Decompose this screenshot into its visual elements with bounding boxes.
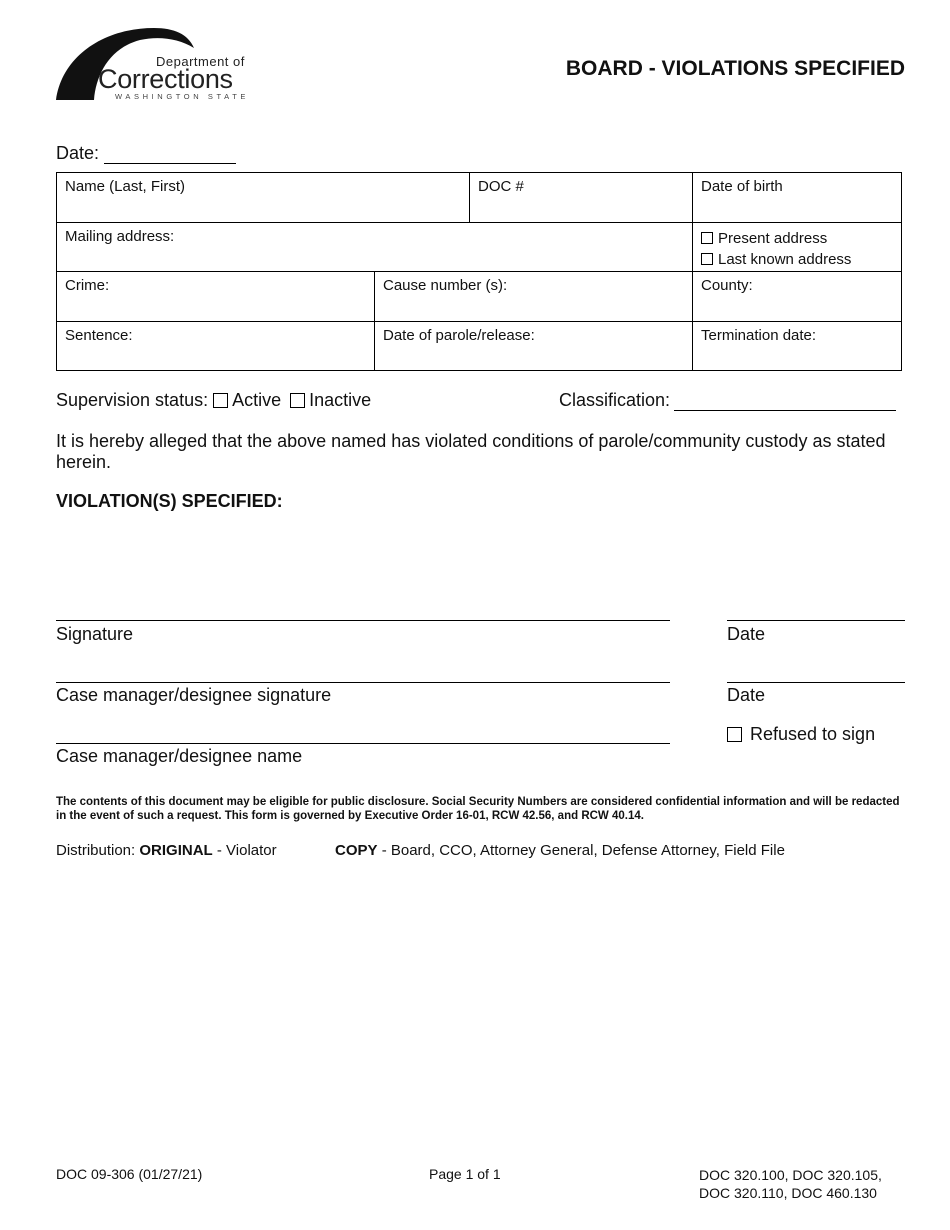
cause-number-label: Cause number (s): xyxy=(383,277,508,294)
sentence-cell[interactable] xyxy=(57,322,375,370)
classification-field[interactable] xyxy=(559,390,896,411)
date-field[interactable] xyxy=(56,143,236,164)
cm-date-label: Date xyxy=(727,685,766,705)
copy-label: COPY xyxy=(335,842,378,859)
name-label: Name (Last, First) xyxy=(65,178,186,195)
termination-date-label: Termination date: xyxy=(701,327,817,344)
cm-name-label: Case manager/designee name xyxy=(56,746,303,766)
crime-label: Crime: xyxy=(65,277,110,294)
doc-logo xyxy=(54,26,249,104)
cm-date-line[interactable] xyxy=(727,682,905,683)
refused-to-sign-option[interactable] xyxy=(727,724,875,745)
signature-line[interactable] xyxy=(56,620,670,621)
parole-date-label: Date of parole/release: xyxy=(383,327,535,344)
mailing-address-cell[interactable] xyxy=(57,223,693,272)
violations-heading: VIOLATION(S) SPECIFIED: xyxy=(56,491,283,511)
mailing-address-label: Mailing address: xyxy=(65,228,175,245)
address-type-cell xyxy=(693,223,901,272)
original-recipient: - Violator xyxy=(216,842,277,859)
supervision-status-label: Supervision status: xyxy=(56,390,209,410)
form-number: DOC 09-306 (01/27/21) xyxy=(56,1166,203,1182)
date-input-line[interactable] xyxy=(104,146,236,164)
active-label: Active xyxy=(232,390,282,410)
signature-date-line[interactable] xyxy=(727,620,905,621)
policy-line-2: DOC 320.110, DOC 460.130 xyxy=(699,1185,877,1201)
cm-name-line[interactable] xyxy=(56,743,670,744)
county-cell[interactable] xyxy=(693,272,901,322)
policy-references xyxy=(699,1166,882,1202)
sentence-label: Sentence: xyxy=(65,327,133,344)
page-number: Page 1 of 1 xyxy=(429,1166,501,1182)
doc-number-cell[interactable] xyxy=(470,173,693,223)
name-cell[interactable] xyxy=(57,173,470,223)
parole-date-cell[interactable] xyxy=(375,322,693,370)
dob-label: Date of birth xyxy=(701,178,783,195)
distribution-original xyxy=(56,842,277,859)
inactive-label: Inactive xyxy=(309,390,372,410)
inactive-checkbox[interactable] xyxy=(290,393,305,408)
classification-label: Classification: xyxy=(559,390,671,410)
refused-to-sign-checkbox[interactable] xyxy=(727,727,742,742)
logo-state-text: WASHINGTON STATE xyxy=(115,92,249,101)
refused-to-sign-label: Refused to sign xyxy=(750,724,876,744)
allegation-statement: It is hereby alleged that the above named has violated conditions of parole/community custody as stated herein. xyxy=(56,431,886,472)
distribution-copy xyxy=(335,842,785,859)
present-address-option[interactable] xyxy=(701,228,893,249)
offender-info-table xyxy=(56,172,902,371)
active-checkbox[interactable] xyxy=(213,393,228,408)
last-known-address-label: Last known address xyxy=(718,251,852,268)
logo-department-text: Department of xyxy=(156,54,245,69)
doc-number-label: DOC # xyxy=(478,178,524,195)
distribution-label: Distribution: xyxy=(56,842,136,859)
crime-cell[interactable] xyxy=(57,272,375,322)
supervision-status xyxy=(56,390,371,411)
policy-line-1: DOC 320.100, DOC 320.105, xyxy=(699,1167,882,1183)
signature-date-label: Date xyxy=(727,624,766,644)
original-label: ORIGINAL xyxy=(139,842,213,859)
cm-signature-line[interactable] xyxy=(56,682,670,683)
dob-cell[interactable] xyxy=(693,173,901,223)
last-known-address-option[interactable] xyxy=(701,249,893,270)
termination-date-cell[interactable] xyxy=(693,322,901,370)
classification-input-line[interactable] xyxy=(674,392,896,411)
cause-number-cell[interactable] xyxy=(375,272,693,322)
cm-signature-label: Case manager/designee signature xyxy=(56,685,332,705)
present-address-label: Present address xyxy=(718,230,828,247)
copy-recipients: - Board, CCO, Attorney General, Defense Attorney, Field File xyxy=(381,842,785,859)
present-address-checkbox[interactable] xyxy=(701,232,713,244)
form-title: BOARD - VIOLATIONS SPECIFIED xyxy=(565,57,905,80)
county-label: County: xyxy=(701,277,753,294)
public-disclosure-notice: The contents of this document may be eligible for public disclosure. Social Security Numbers are considered confidential information and will be redacted in the event of such a request. This form is governed by Executive Order 16-01, RCW 42.56, and RCW 40.14. xyxy=(56,796,900,822)
logo-corrections-text: Corrections xyxy=(98,64,233,94)
date-label: Date: xyxy=(56,143,100,163)
last-known-address-checkbox[interactable] xyxy=(701,253,713,265)
signature-label: Signature xyxy=(56,624,134,644)
